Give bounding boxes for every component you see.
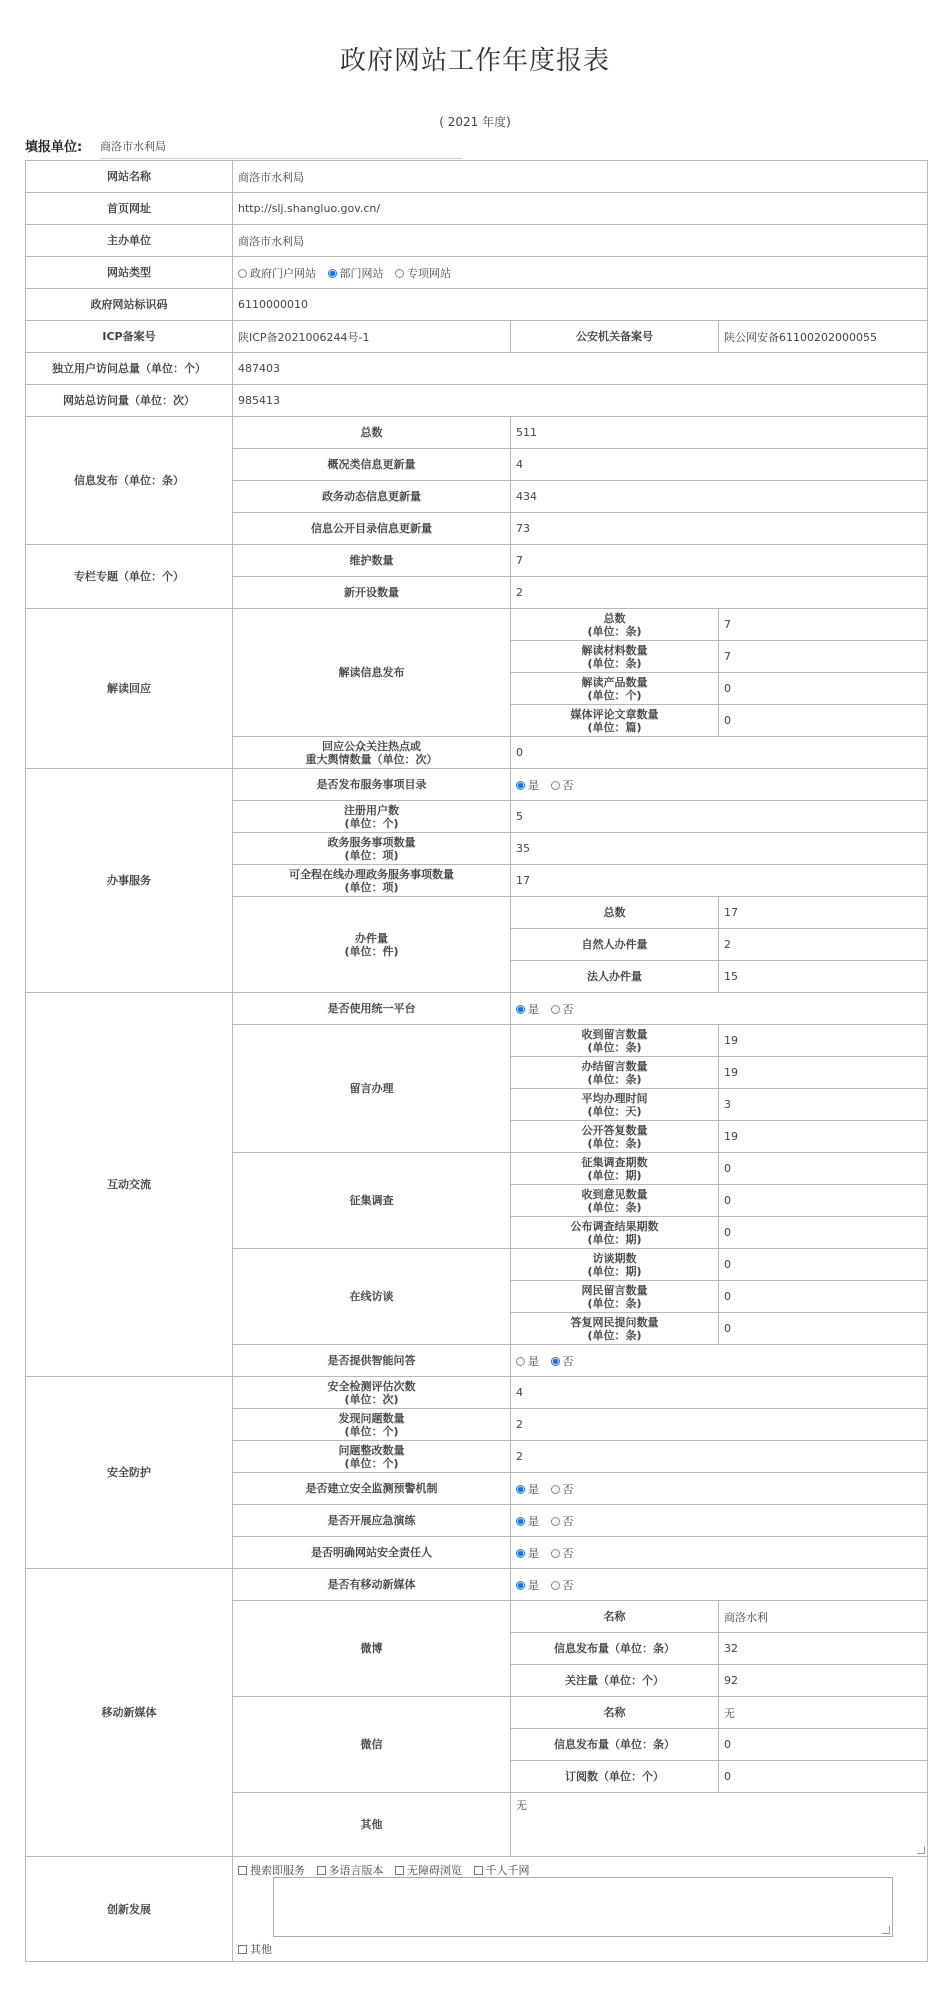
wechat-row-input[interactable]: 无 (719, 1697, 928, 1729)
ai-label: 是否提供智能问答 (233, 1345, 511, 1377)
wechat-row-input[interactable]: 0 (719, 1729, 928, 1761)
row-site-id (26, 289, 928, 321)
survey-row-label: 公布调查结果期数 (单位：期) (511, 1217, 719, 1249)
police-input[interactable]: 陕公网安备61100202000055 (719, 321, 928, 353)
row-pv (26, 385, 928, 417)
security-row-input[interactable]: 2 (511, 1409, 928, 1441)
msg-row-input[interactable]: 3 (719, 1089, 928, 1121)
wechat-row-label: 名称 (511, 1697, 719, 1729)
radio-checked-icon[interactable] (516, 1005, 525, 1014)
cases-row-label: 自然人办件量 (511, 929, 719, 961)
yes-option[interactable]: 是 (516, 1515, 539, 1528)
icp-input[interactable]: 陕ICP备2021006244号-1 (233, 321, 511, 353)
platform-radios (511, 993, 928, 1025)
url-label: 首页网址 (26, 193, 233, 225)
interpret-row-label: 解读产品数量 (单位：个) (511, 673, 719, 705)
interview-row-input[interactable]: 0 (719, 1281, 928, 1313)
radio-checked-icon[interactable] (328, 269, 337, 278)
wechat-row-label: 信息发布量（单位：条） (511, 1729, 719, 1761)
interpret-row-input[interactable]: 7 (719, 609, 928, 641)
weibo-row-input[interactable]: 32 (719, 1633, 928, 1665)
table-row (26, 545, 928, 577)
hot-label: 回应公众关注热点或 重大舆情数量（单位：次） (233, 737, 511, 769)
msg-row-label: 收到留言数量 (单位：条) (511, 1025, 719, 1057)
info-row-label: 总数 (233, 417, 511, 449)
innovation-cell (233, 1857, 928, 1962)
yes-option[interactable]: 是 (516, 1003, 539, 1016)
resp-radios (511, 1537, 928, 1569)
innovation-option[interactable]: 千人千网 (474, 1864, 530, 1877)
interview-row-input[interactable]: 0 (719, 1249, 928, 1281)
page-title: 政府网站工作年度报表 (339, 46, 610, 76)
uv-input[interactable]: 487403 (233, 353, 928, 385)
interview-row-label: 答复网民提问数量 (单位：条) (511, 1313, 719, 1345)
security-row-input[interactable]: 4 (511, 1377, 928, 1409)
survey-row-input[interactable]: 0 (719, 1153, 928, 1185)
unit-label: 填报单位: (25, 140, 83, 155)
survey-row-label: 征集调查期数 (单位：期) (511, 1153, 719, 1185)
yes-option[interactable]: 是 (516, 1355, 539, 1368)
no-option[interactable]: 否 (551, 1483, 574, 1496)
table-row (26, 1857, 928, 1962)
host-label: 主办单位 (26, 225, 233, 257)
row-url (26, 193, 928, 225)
yes-option[interactable]: 是 (516, 1579, 539, 1592)
radio-checked-icon[interactable] (516, 1581, 525, 1590)
ai-radios (511, 1345, 928, 1377)
no-option[interactable]: 否 (551, 1547, 574, 1560)
weibo-row-label: 名称 (511, 1601, 719, 1633)
table-row (26, 993, 928, 1025)
cases-row-label: 法人办件量 (511, 961, 719, 993)
no-option[interactable]: 否 (551, 1515, 574, 1528)
weibo-row-label: 关注量（单位：个） (511, 1665, 719, 1697)
cases-row-input[interactable]: 17 (719, 897, 928, 929)
no-option[interactable]: 否 (551, 1355, 574, 1368)
table-row (26, 609, 928, 641)
survey-row-input[interactable]: 0 (719, 1185, 928, 1217)
media-has-radios (511, 1569, 928, 1601)
service-row-input[interactable]: 17 (511, 865, 928, 897)
msg-row-input[interactable]: 19 (719, 1121, 928, 1153)
service-row-input[interactable]: 35 (511, 833, 928, 865)
wechat-row-label: 订阅数（单位：个） (511, 1761, 719, 1793)
wechat-label: 微信 (233, 1697, 511, 1793)
innovation-options (238, 1862, 538, 1878)
radio-checked-icon[interactable] (551, 1357, 560, 1366)
drill-radios (511, 1505, 928, 1537)
media-has-label: 是否有移动新媒体 (233, 1569, 511, 1601)
msg-row-input[interactable]: 19 (719, 1057, 928, 1089)
radio-icon[interactable] (516, 1357, 525, 1366)
host-input[interactable]: 商洛市水利局 (233, 225, 928, 257)
interpret-row-label: 媒体评论文章数量 (单位：篇) (511, 705, 719, 737)
column-row-input[interactable]: 7 (511, 545, 928, 577)
site-type-option[interactable]: 专项网站 (395, 267, 451, 280)
cases-label: 办件量 (单位：件) (233, 897, 511, 993)
radio-icon[interactable] (551, 1581, 560, 1590)
interview-row-label: 网民留言数量 (单位：条) (511, 1281, 719, 1313)
radio-icon[interactable] (551, 1517, 560, 1526)
pv-label: 网站总访问量（单位：次） (26, 385, 233, 417)
info-row-label: 概况类信息更新量 (233, 449, 511, 481)
column-row-label: 新开设数量 (233, 577, 511, 609)
site-type-option[interactable]: 部门网站 (328, 267, 384, 280)
media-other-textarea[interactable]: 无 (511, 1793, 928, 1857)
radio-checked-icon[interactable] (516, 1517, 525, 1526)
site-type-radios (233, 257, 928, 289)
no-option[interactable]: 否 (551, 1579, 574, 1592)
site-type-label: 网站类型 (26, 257, 233, 289)
interpret-sub-label: 解读信息发布 (233, 609, 511, 737)
msg-row-label: 办结留言数量 (单位：条) (511, 1057, 719, 1089)
interpret-row-input[interactable]: 0 (719, 673, 928, 705)
info-row-label: 政务动态信息更新量 (233, 481, 511, 513)
radio-icon[interactable] (395, 269, 404, 278)
service-section-label: 办事服务 (26, 769, 233, 993)
service-row-input[interactable]: 5 (511, 801, 928, 833)
site-id-label: 政府网站标识码 (26, 289, 233, 321)
info-row-input[interactable]: 4 (511, 449, 928, 481)
drill-label: 是否开展应急演练 (233, 1505, 511, 1537)
innovation-option[interactable]: 多语言版本 (317, 1864, 384, 1877)
row-site-type (26, 257, 928, 289)
checkbox-icon[interactable] (395, 1866, 404, 1875)
wechat-row-input[interactable]: 0 (719, 1761, 928, 1793)
table-row (26, 417, 928, 449)
security-row-input[interactable]: 2 (511, 1441, 928, 1473)
warn-radios (511, 1473, 928, 1505)
yes-option[interactable]: 是 (516, 779, 539, 792)
uv-label: 独立用户访问总量（单位：个） (26, 353, 233, 385)
service-row-label: 政务服务事项数量 (单位：项) (233, 833, 511, 865)
innovation-option[interactable]: 无障碍浏览 (395, 1864, 462, 1877)
info-row-input[interactable]: 511 (511, 417, 928, 449)
column-row-input[interactable]: 2 (511, 577, 928, 609)
table-row (26, 1569, 928, 1601)
url-input[interactable]: http://slj.shangluo.gov.cn/ (233, 193, 928, 225)
weibo-label: 微博 (233, 1601, 511, 1697)
platform-label: 是否使用统一平台 (233, 993, 511, 1025)
innovation-option[interactable]: 搜索即服务 (238, 1864, 305, 1877)
icp-label: ICP备案号 (26, 321, 233, 353)
pv-input[interactable]: 985413 (233, 385, 928, 417)
interview-label: 在线访谈 (233, 1249, 511, 1345)
survey-row-input[interactable]: 0 (719, 1217, 928, 1249)
report-year: ( 2021 年度) (439, 115, 511, 129)
checkbox-icon[interactable] (238, 1866, 247, 1875)
warn-label: 是否建立安全监测预警机制 (233, 1473, 511, 1505)
survey-row-label: 收到意见数量 (单位：条) (511, 1185, 719, 1217)
checkbox-icon[interactable] (474, 1866, 483, 1875)
service-row-label: 可全程在线办理政务服务事项数量 (单位：项) (233, 865, 511, 897)
column-section-label: 专栏专题（单位：个） (26, 545, 233, 609)
table-row (26, 769, 928, 801)
unit-input[interactable]: 商洛市水利局 (100, 138, 462, 159)
interpret-row-input[interactable]: 7 (719, 641, 928, 673)
hot-input[interactable]: 0 (511, 737, 928, 769)
radio-icon[interactable] (238, 269, 247, 278)
site-id-input[interactable]: 6110000010 (233, 289, 928, 321)
innovation-other-option[interactable]: 其他 (238, 1941, 272, 1957)
media-section-label: 移动新媒体 (26, 1569, 233, 1857)
yes-option[interactable]: 是 (516, 1547, 539, 1560)
interpret-row-label: 解读材料数量 (单位：条) (511, 641, 719, 673)
security-section-label: 安全防护 (26, 1377, 233, 1569)
catalog-radios (511, 769, 928, 801)
info-row-input[interactable]: 434 (511, 481, 928, 513)
service-row-label: 注册用户数 (单位：个) (233, 801, 511, 833)
innovation-section-label: 创新发展 (26, 1857, 233, 1962)
security-row-label: 问题整改数量 (单位：个) (233, 1441, 511, 1473)
cases-row-input[interactable]: 15 (719, 961, 928, 993)
radio-checked-icon[interactable] (516, 781, 525, 790)
catalog-label: 是否发布服务事项目录 (233, 769, 511, 801)
report-table (25, 160, 928, 1962)
column-row-label: 维护数量 (233, 545, 511, 577)
info-section-label: 信息发布（单位：条） (26, 417, 233, 545)
row-uv (26, 353, 928, 385)
radio-icon[interactable] (551, 1485, 560, 1494)
info-row-input[interactable]: 73 (511, 513, 928, 545)
resp-label: 是否明确网站安全责任人 (233, 1537, 511, 1569)
innovation-other-textarea[interactable] (273, 1877, 893, 1937)
security-row-label: 发现问题数量 (单位：个) (233, 1409, 511, 1441)
security-row-label: 安全检测评估次数 (单位：次) (233, 1377, 511, 1409)
police-label: 公安机关备案号 (511, 321, 719, 353)
interview-row-label: 访谈期数 (单位：期) (511, 1249, 719, 1281)
resize-handle-icon[interactable] (882, 1926, 890, 1934)
no-option[interactable]: 否 (551, 779, 574, 792)
survey-label: 征集调查 (233, 1153, 511, 1249)
msg-row-label: 平均办理时间 (单位：天) (511, 1089, 719, 1121)
checkbox-icon[interactable] (238, 1945, 247, 1954)
site-name-input[interactable]: 商洛市水利局 (233, 161, 928, 193)
interpret-row-label: 总数 (单位：条) (511, 609, 719, 641)
interpret-row-input[interactable]: 0 (719, 705, 928, 737)
site-name-label: 网站名称 (26, 161, 233, 193)
radio-icon[interactable] (551, 781, 560, 790)
interview-row-input[interactable]: 0 (719, 1313, 928, 1345)
media-other-label: 其他 (233, 1793, 511, 1857)
cases-row-input[interactable]: 2 (719, 929, 928, 961)
radio-icon[interactable] (551, 1549, 560, 1558)
msg-row-label: 公开答复数量 (单位：条) (511, 1121, 719, 1153)
site-type-option[interactable]: 政府门户网站 (238, 267, 316, 280)
interaction-section-label: 互动交流 (26, 993, 233, 1377)
row-host (26, 225, 928, 257)
weibo-row-input[interactable]: 商洛水利 (719, 1601, 928, 1633)
radio-checked-icon[interactable] (516, 1485, 525, 1494)
row-icp (26, 321, 928, 353)
radio-checked-icon[interactable] (516, 1549, 525, 1558)
yes-option[interactable]: 是 (516, 1483, 539, 1496)
weibo-row-label: 信息发布量（单位：条） (511, 1633, 719, 1665)
radio-icon[interactable] (551, 1005, 560, 1014)
checkbox-icon[interactable] (317, 1866, 326, 1875)
msg-label: 留言办理 (233, 1025, 511, 1153)
no-option[interactable]: 否 (551, 1003, 574, 1016)
row-site-name (26, 161, 928, 193)
weibo-row-input[interactable]: 92 (719, 1665, 928, 1697)
resize-handle-icon[interactable] (917, 1846, 925, 1854)
cases-row-label: 总数 (511, 897, 719, 929)
info-row-label: 信息公开目录信息更新量 (233, 513, 511, 545)
table-row (26, 1377, 928, 1409)
msg-row-input[interactable]: 19 (719, 1025, 928, 1057)
interpret-section-label: 解读回应 (26, 609, 233, 769)
